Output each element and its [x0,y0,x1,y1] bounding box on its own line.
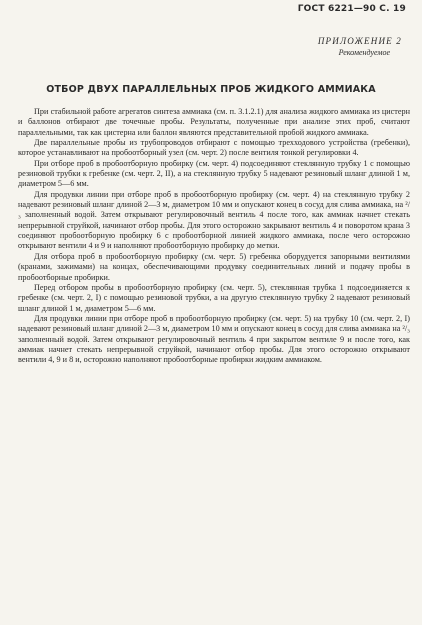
appendix-status: Рекомендуемое [338,48,390,57]
paragraph: Для продувки линии при отборе проб в пробоотборную пробирку (см. черт. 4) на стеклянную трубку 2 надевают резиновый шланг длиной 2—3 м, диаметром 10 мм и опускают конец в сосуд для слива аммиака, на ²/₃ заполненный водой. Затем открывают регулировочный вентиль 4 после того, как аммиак начнет стекать непрерывной струйкой, начинают отбор пробы. Для этого осторожно закрывают вентиль 4 и поворотом крана 3 соединяют пробоотборную пробирку 6 с пробоотборной линией жидкого аммиака, после чего осторожно открывают вентили 4 и 9 и наполняют пробоотборную пробирку до метки. [18,189,410,251]
page-header: ГОСТ 6221—90 С. 19 [297,4,406,14]
section-title: ОТБОР ДВУХ ПАРАЛЛЕЛЬНЫХ ПРОБ ЖИДКОГО АММИАКА [46,84,376,95]
paragraph: При стабильной работе агрегатов синтеза аммиака (см. п. 3.1.2.1) для анализа жидкого аммиака из цистерн и баллонов отбирают две точечные пробы. Результаты, полученные при анализе этих проб, считают параллельными, так как цистерна или баллон являются представительной пробой жидкого аммиака. [18,107,410,137]
paragraph: Перед отбором пробы в пробоотборную пробирку (см. черт. 5), стеклянная трубка 1 подсоединяется к гребенке (см. черт. 2, I) с помощью резиновой трубки, а на другую стеклянную трубку 2 надевают резиновый шланг длиной 1 м, диаметром 5—6 мм. [18,282,410,313]
appendix-label: ПРИЛОЖЕНИЕ 2 [317,36,402,46]
paragraph: Две параллельные пробы из трубопроводов отбирают с помощью трехходового устройства (гребенки), которое устанавливают на пробоотборный узел (см. черт. 2) после вентиля тонкой регулировки 4. [18,138,410,158]
section-body [18,107,410,366]
paragraph: При отборе проб в пробоотборную пробирку (см. черт. 4) подсоединяют стеклянную трубку 1 с помощью резиновой трубки к гребенке (см. черт. 2, II), а на стеклянную трубку 5 надевают резиновый шланг длиной 1 м, диаметром 5—6 мм. [18,158,410,189]
paragraph: Для отбора проб в пробоотборную пробирку (см. черт. 5) гребенка оборудуется запорными вентилями (кранами, зажимами) на концах, обеспечивающими продувку соединительных линий и подачу пробы в пробоотборные пробирки. [18,251,410,282]
paragraph: Для продувки линии при отборе проб в пробоотборную пробирку (см. черт. 5) на трубку 10 (см. черт. 2, I) надевают резиновый шланг длиной 2—3 м, диаметром 10 мм и опускают конец в сосуд для слива аммиака на ²/₃ заполненный водой. Затем открывают регулировочный вентиль 4 при закрытом вентиле 9 и после того, как аммиак начнет стекать непрерывной струйкой, начинают отбор пробы. Для этого осторожно открывают вентили 4, 9 и 8 и, осторожно наполняют пробоотборные пробирки жидким аммиаком. [18,313,410,365]
